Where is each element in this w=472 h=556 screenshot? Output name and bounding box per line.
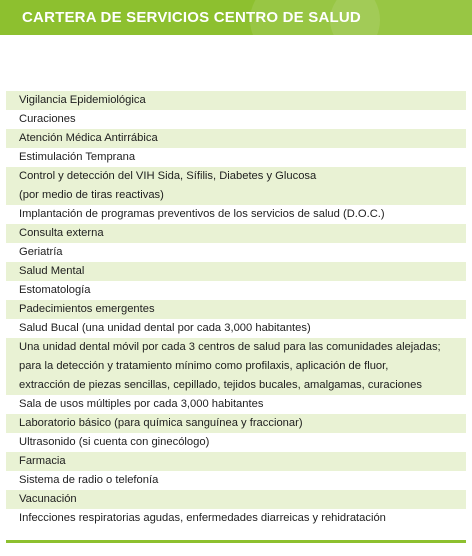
service-row: Geriatría [6,243,466,262]
service-row: Padecimientos emergentes [6,300,466,319]
service-row: Estimulación Temprana [6,148,466,167]
service-row: extracción de piezas sencillas, cepillado, tejidos bucales, amalgamas, curaciones [6,376,466,395]
header-banner [0,0,472,35]
service-row: (por medio de tiras reactivas) [6,186,466,205]
service-row: Implantación de programas preventivos de los servicios de salud (D.O.C.) [6,205,466,224]
service-row: Una unidad dental móvil por cada 3 centros de salud para las comunidades alejadas; [6,338,466,357]
service-row: Consulta externa [6,224,466,243]
service-row: Salud Mental [6,262,466,281]
service-row: Laboratorio básico (para química sanguínea y fraccionar) [6,414,466,433]
service-row: Control y detección del VIH Sida, Sífilis, Diabetes y Glucosa [6,167,466,186]
service-row: Sistema de radio o telefonía [6,471,466,490]
page-title: CARTERA DE SERVICIOS CENTRO DE SALUD [22,9,361,26]
service-row: Curaciones [6,110,466,129]
service-row: Estomatología [6,281,466,300]
service-row: Sala de usos múltiples por cada 3,000 habitantes [6,395,466,414]
service-row: Infecciones respiratorias agudas, enfermedades diarreicas y rehidratación [6,509,466,528]
service-row: para la detección y tratamiento mínimo como profilaxis, aplicación de fluor, [6,357,466,376]
service-row: Vigilancia Epidemiológica [6,91,466,110]
service-row: Farmacia [6,452,466,471]
bottom-divider [6,540,466,543]
services-table [6,91,466,528]
service-row: Atención Médica Antirrábica [6,129,466,148]
service-row: Ultrasonido (si cuenta con ginecólogo) [6,433,466,452]
service-row: Salud Bucal (una unidad dental por cada 3,000 habitantes) [6,319,466,338]
service-row: Vacunación [6,490,466,509]
